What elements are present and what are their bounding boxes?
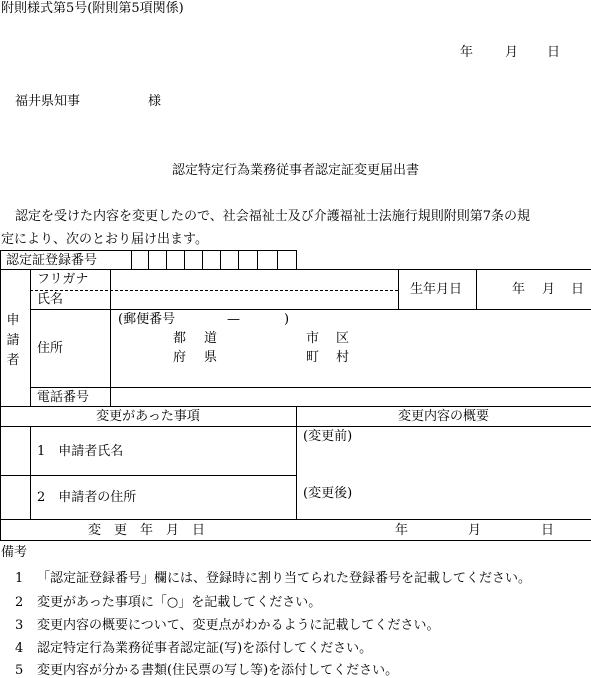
addressee-honorific: 様 — [148, 94, 162, 109]
item-applicant-name: 1 申請者氏名 — [37, 444, 124, 459]
village-mura: 村 — [336, 350, 350, 365]
form-label: 附則様式第5号(附則第5項関係) — [1, 1, 184, 16]
birth-month: 月 — [542, 282, 556, 297]
change-summary-header: 変更内容の概要 — [397, 409, 489, 424]
furigana-label: フリガナ — [37, 272, 89, 287]
birth-day: 日 — [571, 282, 585, 297]
changed-items-header: 変更があった事項 — [96, 409, 200, 424]
prefecture-ken: 県 — [204, 350, 218, 365]
postal-code-close: ) — [284, 312, 290, 327]
name-label: 氏名 — [37, 292, 64, 307]
prefecture-to: 都 — [173, 331, 187, 346]
prefecture-dou: 道 — [204, 331, 218, 346]
birth-year: 年 — [512, 282, 526, 297]
note-number: 4 — [15, 641, 24, 656]
note-number: 5 — [15, 663, 24, 678]
note-text: 変更があった事項に「○」を記載してください。 — [37, 595, 322, 610]
date-year: 年 — [460, 45, 474, 60]
registration-number-label: 認定証登録番号 — [6, 253, 98, 268]
note-text: 変更内容が分かる書類(住民票の写し等)を添付してください。 — [37, 663, 399, 678]
applicant-char-1: 申 — [6, 313, 20, 328]
addressee-governor: 福井県知事 — [15, 94, 81, 109]
phone-label: 電話番号 — [37, 390, 90, 405]
note-number: 2 — [15, 595, 24, 610]
date-day: 日 — [547, 45, 561, 60]
applicant-char-3: 者 — [6, 353, 20, 368]
document-title: 認定特定行為業務従事者認定証変更届出書 — [171, 163, 419, 178]
applicant-char-2: 請 — [6, 333, 20, 348]
applicant-vertical-label — [6, 314, 20, 374]
change-date-label: 変 更 年 月 日 — [88, 523, 206, 538]
address-label: 住所 — [37, 341, 64, 356]
note-number: 3 — [15, 618, 24, 633]
change-date-year: 年 — [395, 523, 409, 538]
before-change-label: (変更前) — [303, 429, 353, 444]
birthdate-label: 生年月日 — [410, 282, 463, 297]
city-ku: 区 — [336, 331, 350, 346]
town-machi: 町 — [306, 350, 320, 365]
after-change-label: (変更後) — [303, 486, 353, 501]
note-text: 「認定証登録番号」欄には、登録時に割り当てられた登録番号を記載してください。 — [37, 571, 532, 586]
note-number: 1 — [15, 571, 24, 586]
postal-code-label: (郵便番号 — [118, 312, 176, 327]
notes-heading: 備考 — [1, 545, 28, 560]
intro-line-1: 認定を受けた内容を変更したので、社会福祉士及び介護福祉士法施行規則附則第7条の規 — [15, 209, 531, 224]
change-date-month: 月 — [468, 523, 482, 538]
city-shi: 市 — [306, 331, 320, 346]
note-text: 変更内容の概要について、変更点がわかるように記載してください。 — [37, 618, 440, 633]
change-date-day: 日 — [541, 523, 555, 538]
postal-code-dash: — — [227, 312, 240, 327]
prefecture-fu: 府 — [173, 350, 187, 365]
item-applicant-address: 2 申請者の住所 — [37, 490, 137, 505]
note-text: 認定特定行為業務従事者認定証(写)を添付してください。 — [37, 641, 373, 656]
intro-line-2: 定により、次のとおり届け出ます。 — [1, 232, 208, 247]
date-month: 月 — [505, 45, 519, 60]
